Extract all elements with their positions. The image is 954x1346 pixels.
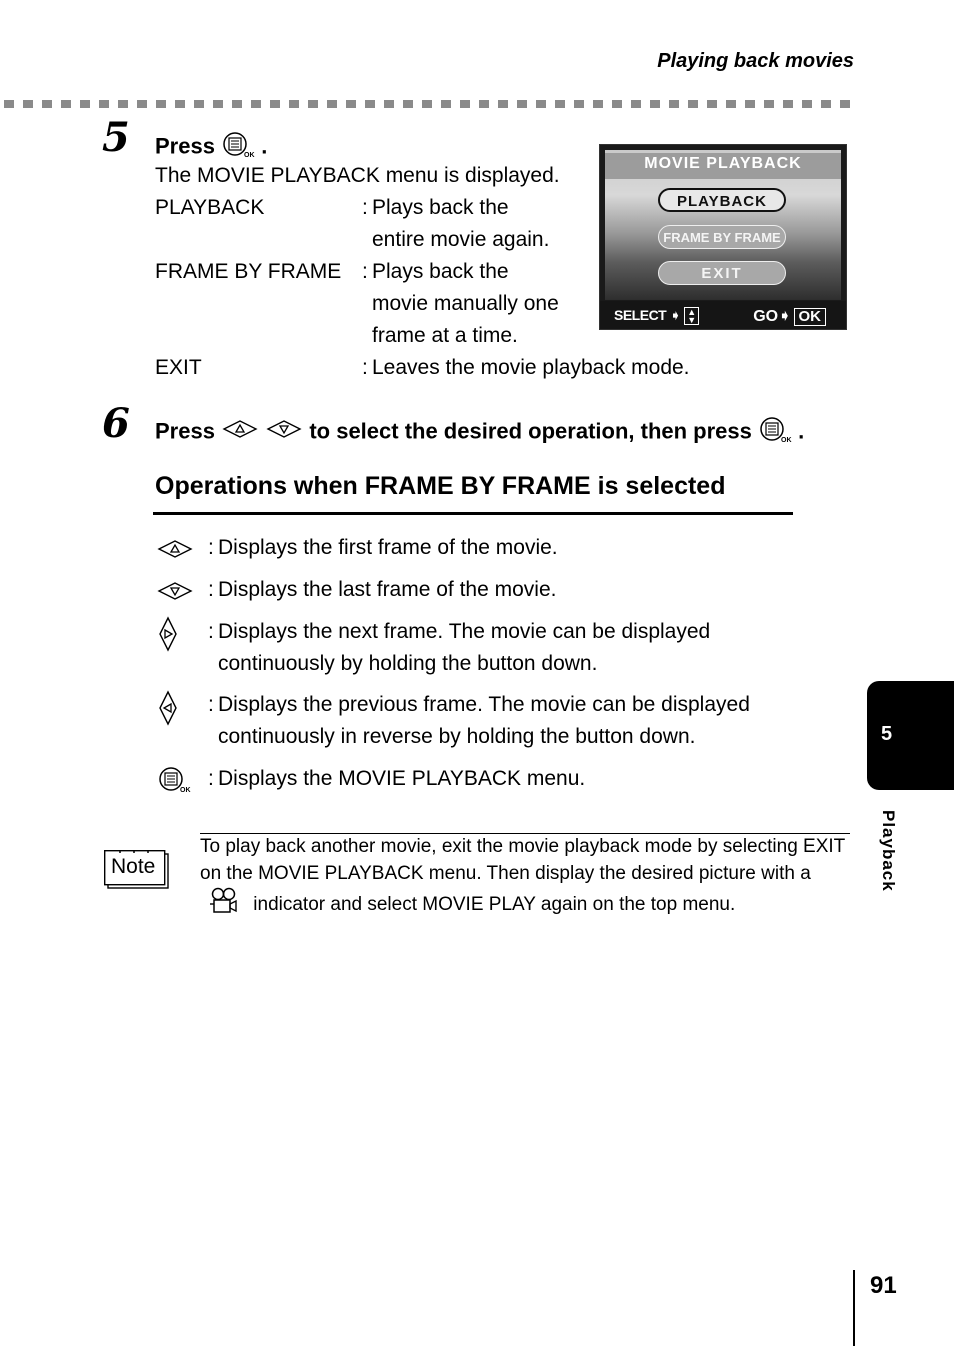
screen-option-frame-by-frame: FRAME BY FRAME (658, 225, 786, 249)
step-6-period: . (798, 418, 805, 444)
section-underline (153, 512, 793, 515)
section-title: Operations when FRAME BY FRAME is selected (155, 472, 726, 500)
chapter-number: 5 (881, 723, 893, 745)
step-6-press-text: Press (155, 418, 215, 444)
note-label: Note (111, 855, 156, 878)
screen-option-exit: EXIT (658, 261, 786, 285)
desc-line: Plays back the (372, 260, 509, 283)
term-frame-by-frame-desc (372, 256, 559, 352)
screen-select-hint (614, 307, 699, 325)
op-line: continuously in reverse by holding the button down. (218, 725, 696, 748)
arrow-right-icon: ➧ (669, 307, 681, 323)
dpad-down-icon (156, 580, 194, 607)
ok-menu-icon (758, 415, 792, 450)
term-colon: : (362, 356, 368, 379)
svg-text:OK: OK (781, 437, 792, 443)
term-frame-by-frame: FRAME BY FRAME (155, 260, 342, 283)
note-text (200, 833, 852, 923)
go-label: GO (753, 308, 779, 325)
op-line: Displays the next frame. The movie can be displayed (218, 620, 711, 643)
step-5-press-text: Press (155, 133, 215, 159)
term-colon: : (362, 196, 368, 219)
dotted-divider (4, 100, 858, 108)
op-colon: : (208, 767, 214, 790)
op-colon: : (208, 578, 214, 601)
note-badge (104, 850, 166, 886)
op-previous-frame (218, 689, 750, 753)
ok-label: OK (794, 308, 827, 326)
chapter-label: Playback (879, 810, 898, 892)
dpad-right-icon (157, 615, 179, 658)
updown-arrows-icon: ▲ ▼ (684, 307, 698, 325)
screen-bottom-bar (600, 301, 846, 330)
dpad-up-icon (156, 538, 194, 565)
screen-menu-title: MOVIE PLAYBACK (644, 155, 802, 172)
note-text-after: indicator and select MOVIE PLAY again on the top menu. (253, 894, 736, 916)
op-colon: : (208, 693, 214, 716)
dpad-up-icon (221, 418, 259, 447)
running-header: Playing back movies (657, 50, 854, 72)
term-playback-desc (372, 192, 549, 256)
op-last-frame: Displays the last frame of the movie. (218, 578, 557, 601)
select-label: SELECT (614, 307, 667, 323)
svg-text:OK: OK (244, 152, 255, 158)
step-number-5: 5 (102, 114, 130, 161)
step-number-6: 6 (102, 400, 130, 447)
op-line: continuously by holding the button down. (218, 652, 598, 675)
dpad-left-icon (157, 689, 179, 732)
movie-camera-icon (208, 887, 240, 923)
arrow-right-icon: ➧ (778, 308, 792, 325)
term-exit: EXIT (155, 356, 202, 379)
screen-option-playback: PLAYBACK (658, 188, 786, 212)
step-5-description: The MOVIE PLAYBACK menu is displayed. (155, 164, 560, 187)
ok-menu-icon (157, 765, 191, 798)
note-text-before: To play back another movie, exit the movie playback mode by selecting EXIT on the MOVIE PLAYBACK menu. Then display the desired picture with a (200, 836, 845, 884)
desc-line: frame at a time. (372, 324, 518, 347)
camera-screen-illustration (599, 144, 847, 330)
step-6-heading (155, 415, 804, 450)
op-menu: Displays the MOVIE PLAYBACK menu. (218, 767, 586, 790)
screen-go-hint (753, 306, 826, 326)
chapter-tab (867, 681, 954, 790)
svg-text:OK: OK (180, 787, 191, 793)
desc-line: entire movie again. (372, 228, 550, 251)
dpad-down-icon (265, 418, 303, 447)
page-number-rule (853, 1270, 855, 1346)
op-colon: : (208, 620, 214, 643)
op-next-frame (218, 616, 710, 680)
step-6-text: to select the desired operation, then press (309, 418, 752, 444)
page-number: 91 (870, 1272, 897, 1299)
term-exit-desc: Leaves the movie playback mode. (372, 356, 690, 379)
desc-line: Plays back the (372, 196, 509, 219)
desc-line: movie manually one (372, 292, 559, 315)
op-first-frame: Displays the first frame of the movie. (218, 536, 558, 559)
term-playback: PLAYBACK (155, 196, 265, 219)
op-colon: : (208, 536, 214, 559)
term-colon: : (362, 260, 368, 283)
op-line: Displays the previous frame. The movie can be displayed (218, 693, 750, 716)
step-5-period: . (261, 133, 268, 159)
